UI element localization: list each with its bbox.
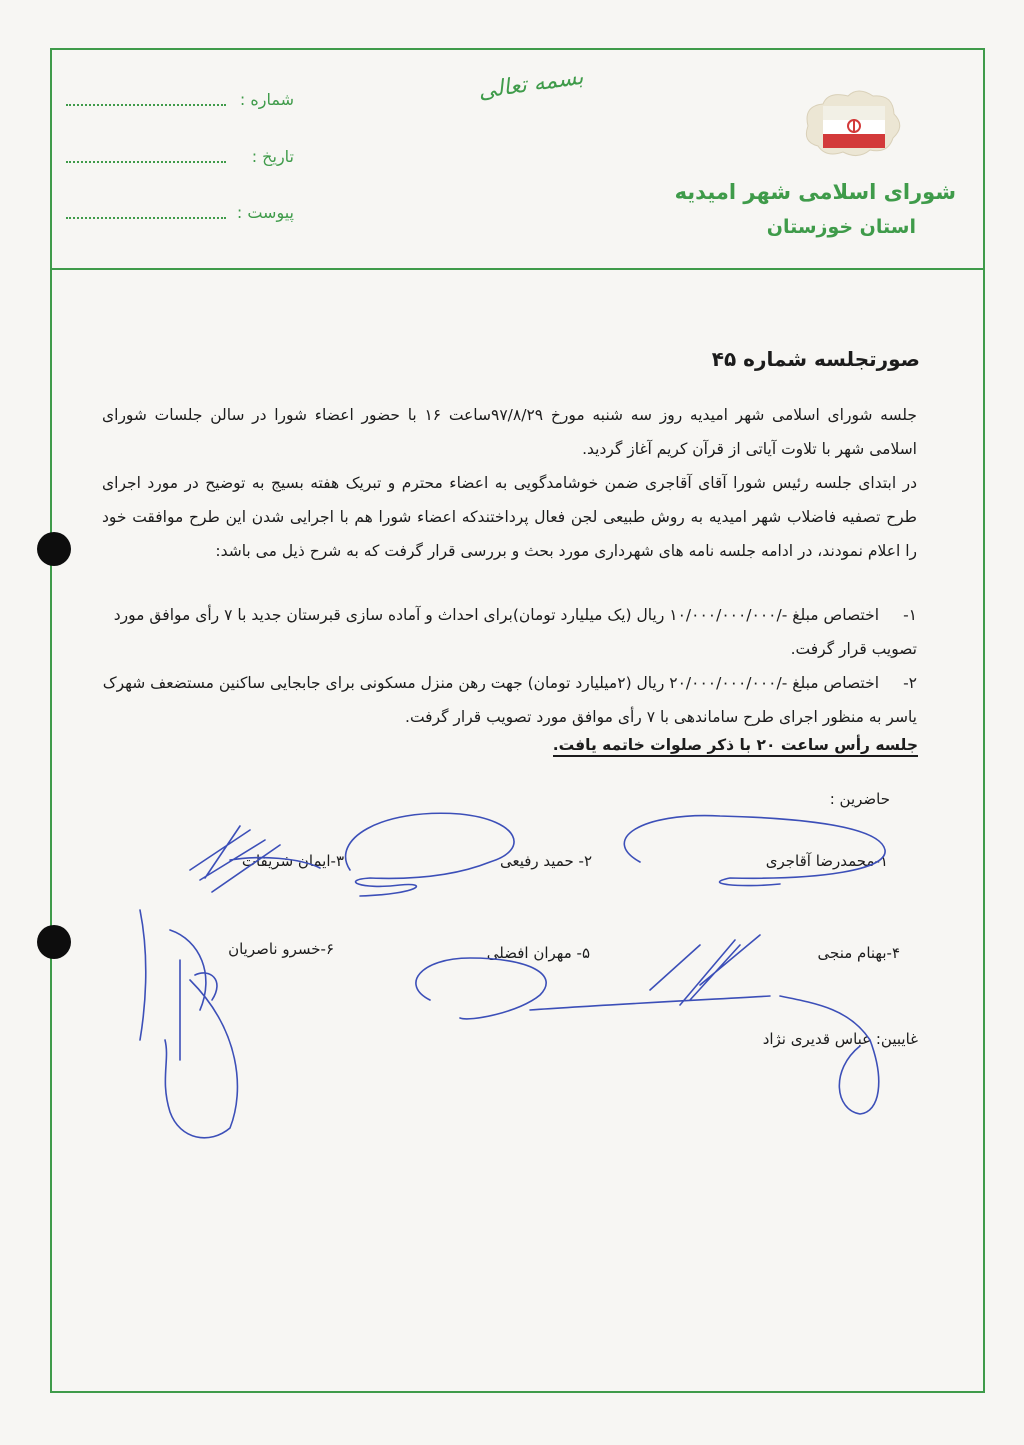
basmala: بسمه تعالی	[476, 64, 585, 105]
resolution-item-2	[102, 666, 917, 734]
header-divider	[52, 268, 983, 270]
item-number: ۲-	[903, 674, 917, 692]
attendee-3: ۳-ایمان شریفات	[241, 852, 344, 870]
attendee-2: ۲- حمید رفیعی	[499, 852, 592, 870]
council-name: شورای اسلامی شهر امیدیه	[674, 180, 956, 204]
number-label: شماره :	[239, 90, 294, 109]
document-title: صورتجلسه شماره ۴۵	[711, 347, 920, 371]
attachment-dots	[66, 217, 226, 219]
present-label: حاضرین :	[829, 790, 890, 808]
intro-paragraph: جلسه شورای اسلامی شهر امیدیه روز سه شنبه مورخ ۹۷/۸/۲۹ساعت ۱۶ با حضور اعضاء شورا در سالن جلسات شورای اسلامی شهر با تلاوت آیاتی از قرآن کریم آغاز گردید.	[102, 406, 918, 458]
body-paragraph: در ابتدای جلسه رئیس شورا آقای آقاجری ضمن خوشامدگویی به اعضاء محترم و تبریک هفته بسیج به توضیح در مورد اجرای طرح تصفیه فاضلاب شهر امیدیه به روش طبیعی لجن فعال پرداختندکه اعضاء شورا هم با اجرایی شدن این طرح موافقت خود را اعلام نمودند، در ادامه جلسه نامه های شهرداری مورد بحث و بررسی قرار گرفت که به شرح ذیل می باشد:	[102, 474, 917, 560]
date-field	[66, 147, 294, 166]
attachment-label: پیوست :	[236, 203, 294, 222]
item-text: اختصاص مبلغ -/۲۰/۰۰۰/۰۰۰/۰۰۰ ریال (۲میلیارد تومان) جهت رهن منزل مسکونی برای جابجایی ساکنین مستضعف شهرک یاسر به منظور اجرای طرح ساماندهی با ۷ رأی موافق مورد تصویب قرار گرفت.	[102, 674, 917, 726]
attendee-1: ۱-محمدرضا آقاجری	[765, 852, 888, 870]
attachment-field	[66, 203, 294, 222]
emblem-icon	[798, 86, 908, 162]
attendee-5: ۵- مهران افضلی	[486, 944, 590, 962]
punch-hole	[37, 532, 71, 566]
closing-line: جلسه رأس ساعت ۲۰ با ذکر صلوات خاتمه یافت.	[553, 736, 918, 757]
item-text: اختصاص مبلغ -/۱۰/۰۰۰/۰۰۰/۰۰۰ ریال (یک میلیارد تومان)برای احداث و آماده سازی قبرستان جدید با ۷ رأی موافق مورد تصویب قرار گرفت.	[113, 606, 917, 658]
province-name: استان خوزستان	[766, 216, 916, 238]
attendee-6: ۶-خسرو ناصریان	[228, 940, 334, 958]
resolution-item-1	[102, 598, 917, 666]
number-dots	[66, 104, 226, 106]
date-label: تاریخ :	[251, 147, 294, 166]
date-dots	[66, 161, 226, 163]
punch-hole	[37, 925, 71, 959]
absent-line: غایبین: عباس قدیری نژاد	[762, 1030, 918, 1048]
item-number: ۱-	[903, 606, 917, 624]
number-field	[66, 90, 294, 109]
attendee-4: ۴-بهنام منجی	[817, 944, 900, 962]
